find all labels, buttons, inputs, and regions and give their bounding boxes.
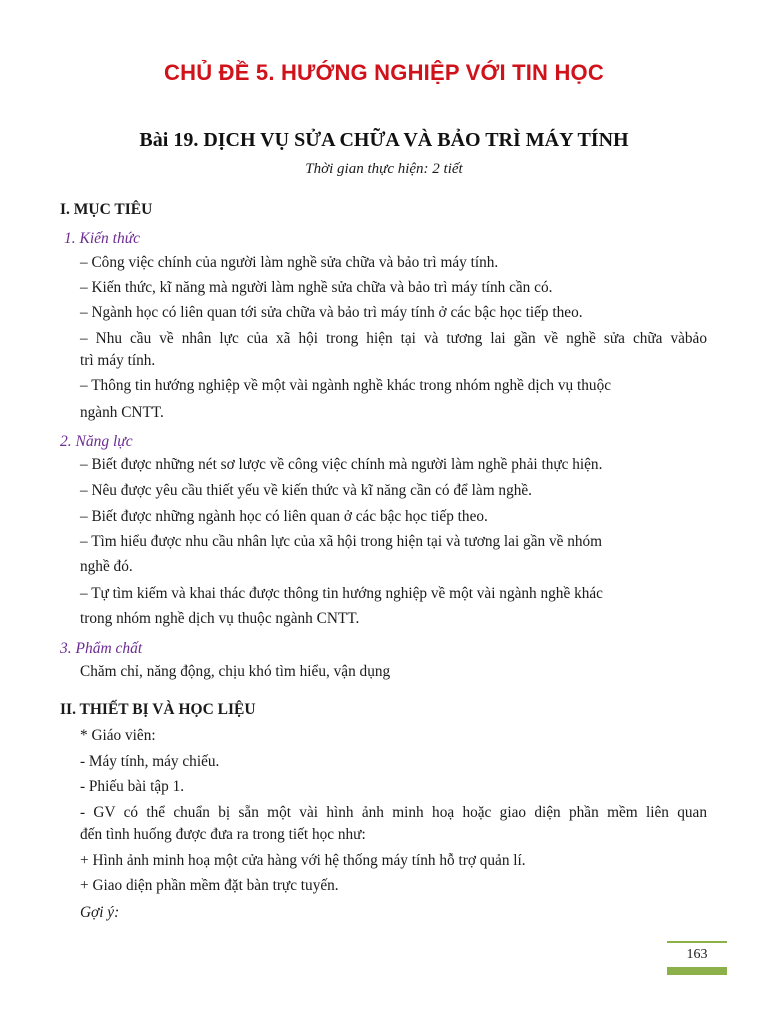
subheading-ability: 2. Năng lực bbox=[60, 433, 133, 450]
quality-text: Chăm chỉ, năng động, chịu khó tìm hiểu, vận dụng bbox=[80, 663, 391, 680]
knowledge-item: – Kiến thức, kĩ năng mà người làm nghề sửa chữa và bảo trì máy tính cần có. bbox=[80, 279, 553, 296]
knowledge-item-continued: trì máy tính. bbox=[80, 352, 156, 369]
knowledge-item: – Ngành học có liên quan tới sửa chữa và bảo trì máy tính ở các bậc học tiếp theo. bbox=[80, 304, 583, 321]
equipment-item: - GV có thể chuẩn bị sẵn một vài hình ảnh minh hoạ hoặc giao diện phần mềm liên quan bbox=[80, 804, 707, 821]
ability-item: – Tìm hiểu được nhu cầu nhân lực của xã hội trong hiện tại và tương lai gần về nhóm bbox=[80, 533, 603, 550]
knowledge-item: – Nhu cầu về nhân lực của xã hội trong hiện tại và tương lai gần về nghề sửa chữa vàbảo bbox=[80, 330, 707, 347]
section-heading-objectives: I. MỤC TIÊU bbox=[60, 201, 153, 218]
knowledge-item: – Thông tin hướng nghiệp về một vài ngành nghề khác trong nhóm nghề dịch vụ thuộc bbox=[80, 377, 612, 394]
equipment-item: + Hình ảnh minh hoạ một cửa hàng với hệ thống máy tính hỗ trợ quản lí. bbox=[80, 852, 526, 869]
equipment-item: * Giáo viên: bbox=[80, 727, 156, 744]
ability-item-continued: nghề đó. bbox=[80, 558, 133, 575]
section-heading-equipment: II. THIẾT BỊ VÀ HỌC LIỆU bbox=[60, 701, 256, 718]
topic-title: CHỦ ĐỀ 5. HƯỚNG NGHIỆP VỚI TIN HỌC bbox=[164, 60, 604, 85]
page-number-bottom-bar bbox=[667, 967, 727, 975]
ability-item: – Biết được những nét sơ lược về công việc chính mà người làm nghề phải thực hiện. bbox=[80, 456, 603, 473]
knowledge-item: – Công việc chính của người làm nghề sửa chữa và bảo trì máy tính. bbox=[80, 254, 499, 271]
equipment-item: + Giao diện phần mềm đặt bàn trực tuyến. bbox=[80, 877, 339, 894]
page-number-top-rule bbox=[667, 941, 727, 943]
equipment-item: - Máy tính, máy chiếu. bbox=[80, 753, 220, 770]
ability-item: – Biết được những ngành học có liên quan ở các bậc học tiếp theo. bbox=[80, 508, 488, 525]
subheading-quality: 3. Phẩm chất bbox=[60, 640, 143, 657]
lesson-duration: Thời gian thực hiện: 2 tiết bbox=[305, 161, 463, 177]
ability-item: – Nêu được yêu cầu thiết yếu về kiến thức và kĩ năng cần có để làm nghề. bbox=[80, 482, 532, 499]
lesson-title: Bài 19. DỊCH VỤ SỬA CHỮA VÀ BẢO TRÌ MÁY TÍNH bbox=[139, 129, 629, 151]
page-number: 163 bbox=[686, 947, 708, 962]
equipment-item: - Phiếu bài tập 1. bbox=[80, 778, 185, 795]
ability-item-continued: trong nhóm nghề dịch vụ thuộc ngành CNTT. bbox=[80, 610, 360, 627]
hint-label: Gợi ý: bbox=[80, 904, 120, 921]
knowledge-item-continued: ngành CNTT. bbox=[80, 404, 164, 421]
ability-item: – Tự tìm kiếm và khai thác được thông tin hướng nghiệp về một vài ngành nghề khác bbox=[80, 585, 603, 602]
page-number-footer bbox=[667, 941, 727, 975]
subheading-knowledge: 1. Kiến thức bbox=[64, 230, 141, 247]
equipment-item-continued: đến tình huống được đưa ra trong tiết học như: bbox=[80, 826, 366, 843]
